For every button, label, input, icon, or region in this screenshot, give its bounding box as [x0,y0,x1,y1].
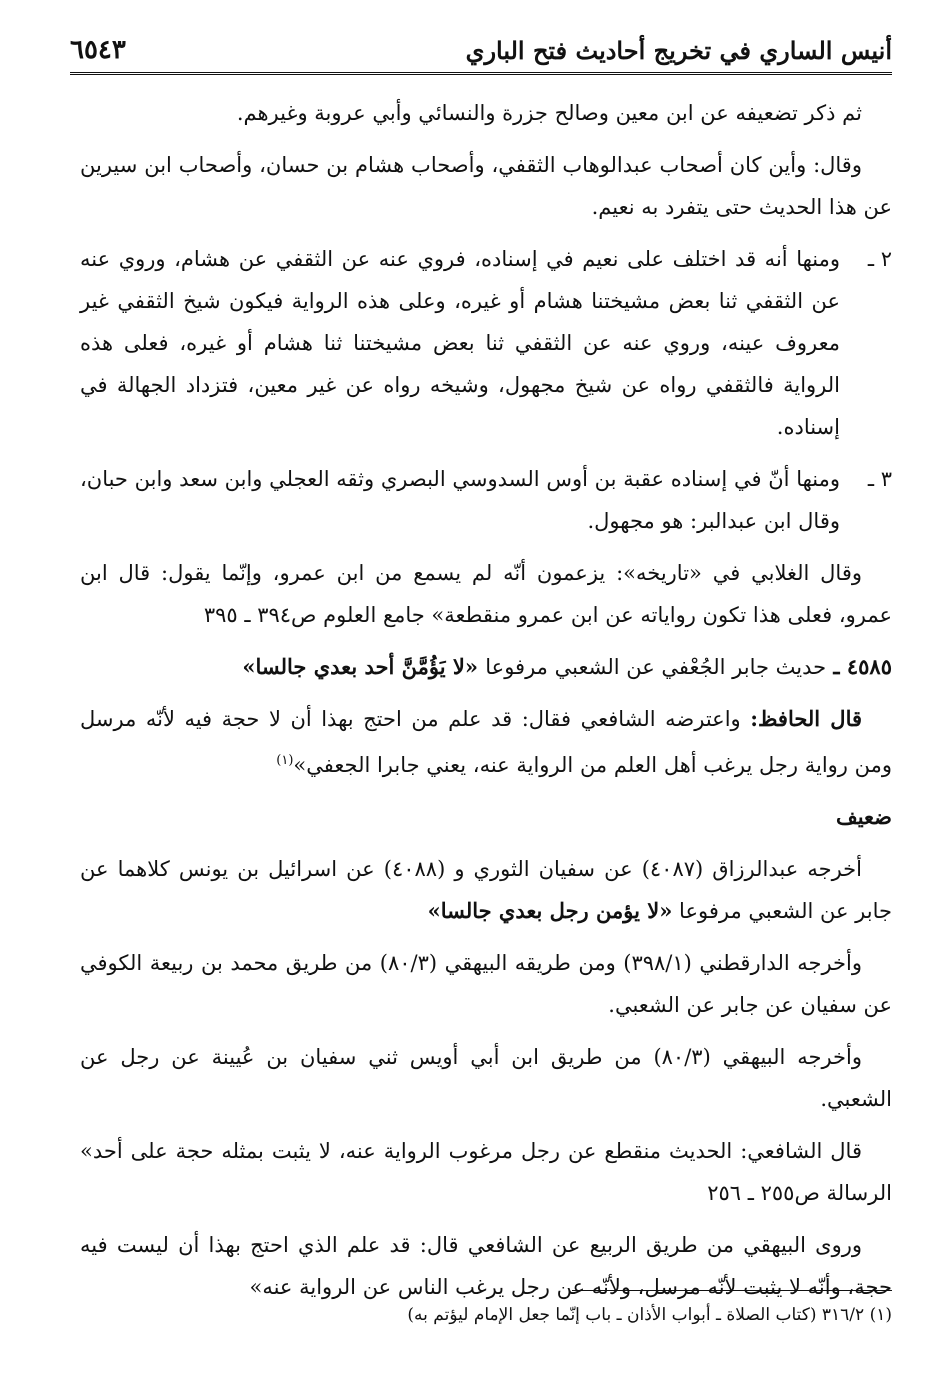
item-text: ومنها أنه قد اختلف على نعيم في إسناده، فروي عنه عن الثقفي عن هشام، وروي عنه عن الثقفي ثنا بعض مشيختنا هشام أو غيره، وعلى هذه الرواية فيكون شيخ الثقفي غير معروف عينه، وروي عنه عن الثقفي ثنا بعض مشيختنا ثنا هشام أو غيره، فعلى هذه الرواية فالثقفي رواه عن شيخ مجهول، وشيخه رواه عن غير معين، فتزداد الجهالة في إسناده. [80,247,840,439]
paragraph: قال الشافعي: الحديث منقطع عن رجل مرغوب الرواية عنه، لا يثبت بمثله حجة على أحد» الرسالة ص٢٥٥ ـ ٢٥٦ [80,1139,892,1205]
grade-label: ضعيف [835,804,892,829]
quote-text: «لا يؤمن رجل بعدي جالسا» [427,898,673,923]
hadith-heading [80,646,892,688]
running-header [70,28,892,75]
paragraph: ثم ذكر تضعيفه عن ابن معين وصالح جزرة والنسائي وأبي عروبة وغيرهم. [236,101,862,125]
hadith-intro: حديث جابر الجُعْفي عن الشعبي مرفوعا [485,655,827,679]
hadith-quote: «لا يَؤُمَّنَّ أحد بعدي جالسا» [242,654,478,679]
book-title: أنيس الساري في تخريج أحاديث فتح الباري [465,35,892,65]
paragraph: وقال الغلابي في «تاريخه»: يزعمون أنّه لم يسمع من ابن عمرو، وإنّما يقول: قال ابن عمرو، فعلى هذا تكون رواياته عن ابن عمرو منقطعة» جامع العلوم ص٣٩٤ ـ ٣٩٥ [80,561,892,627]
hafiz-label: قال الحافظ: [750,706,863,731]
paragraph [80,698,892,786]
paragraph: وأخرجه البيهقي (٨٠/٣) من طريق ابن أبي أويس ثني سفيان بن عُيينة عن رجل عن الشعبي. [80,1045,892,1111]
hafiz-text: واعترضه الشافعي فقال: قد علم من احتج بهذا أن لا حجة فيه لأنّه مرسل ومن رواية رجل يرغب أهل العلم من الرواية عنه، يعني جابرا الجعفي» [80,707,892,777]
numbered-item [80,458,892,542]
page-number: ٦٥٤٣ [70,35,126,65]
footnote-divider [572,1290,892,1291]
paragraph [80,848,892,932]
paragraph: وأخرجه الدارقطني (٣٩٨/١) ومن طريقه البيهقي (٨٠/٣) من طريق محمد بن ربيعة الكوفي عن سفيان عن جابر عن الشعبي. [80,951,892,1017]
paragraph: وروى البيهقي من طريق الربيع عن الشافعي قال: قد علم الذي احتج بهذا أن ليست فيه حجة، وأنّه لا يثبت لأنّه مرسل، ولأنّه عن رجل يرغب الناس عن الرواية عنه» [80,1233,892,1299]
footnote-reference: (١) [276,753,294,768]
paragraph: وقال: وأين كان أصحاب عبدالوهاب الثقفي، وأصحاب هشام بن حسان، وأصحاب ابن سيرين عن هذا الحديث حتى يتفرد به نعيم. [80,153,892,219]
footnote: (١) ٣١٦/٢ (كتاب الصلاة ـ أبواب الأذان ـ باب إنّما جعل الإمام ليؤتم به) [407,1305,892,1325]
numbered-item [80,238,892,448]
main-text [80,92,892,1318]
takhrij-text: أخرجه عبدالرزاق (٤٠٨٧) عن سفيان الثوري و (٤٠٨٨) عن اسرائيل بن يونس كلاهما عن جابر عن الشعبي مرفوعا [80,857,892,923]
item-number: ٣ ـ [867,467,892,491]
hadith-number: ٤٥٨٥ ـ [833,654,892,679]
item-number: ٢ ـ [867,247,892,271]
item-text: ومنها أنّ في إسناده عقبة بن أوس السدوسي البصري وثقه العجلي وابن سعد وابن حبان، وقال ابن عبدالبر: هو مجهول. [80,467,840,533]
